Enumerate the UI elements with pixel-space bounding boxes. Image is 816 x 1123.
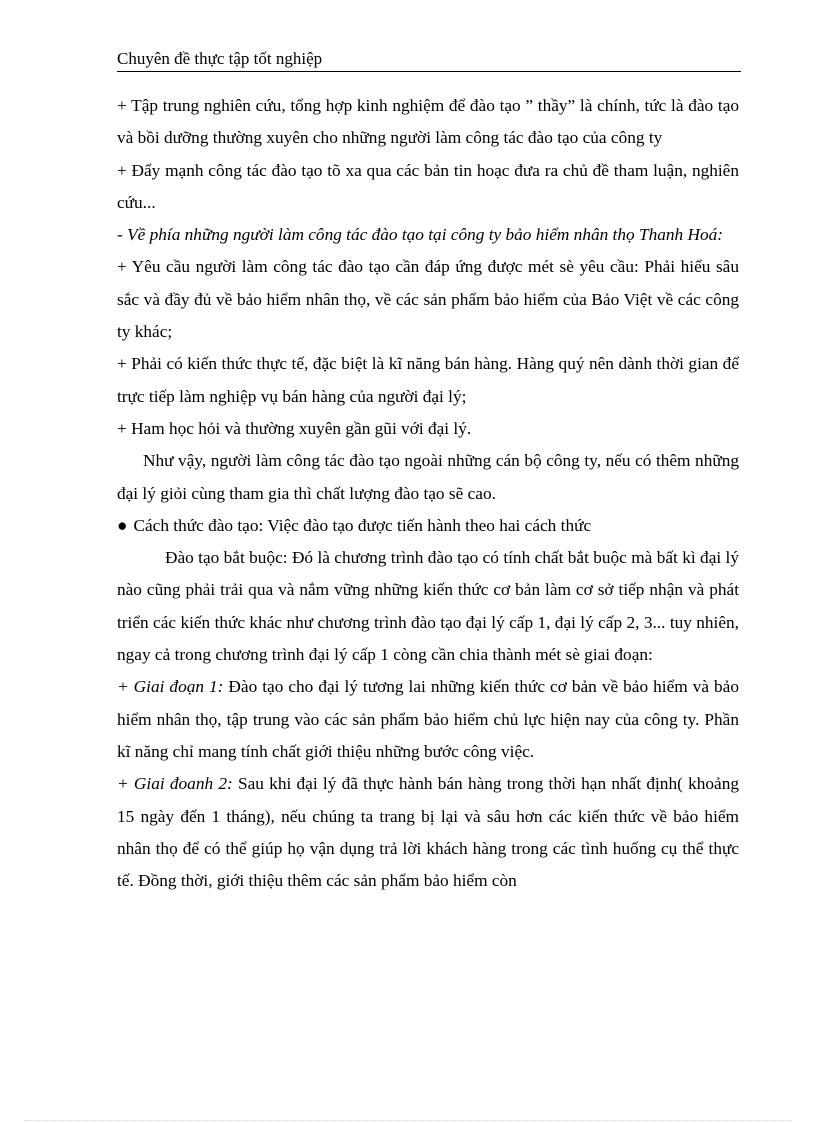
stage-2-text: Sau khi đại lý đã thực hành bán hàng trong thời hạn nhất định( khoảng 15 ngày đến 1 tháng), nếu chúng ta trang bị lại và sâu hơn các kiến thức về bảo hiểm nhân thọ để có thể giúp họ vận dụng trả lời khách hàng trong các tình huống cụ thể thực tế. Đồng thời, giới thiệu thêm các sản phẩm bảo hiểm còn	[117, 774, 739, 891]
stage-1-text: Đào tạo cho đại lý tương lai những kiến thức cơ bản về bảo hiểm và bảo hiểm nhân thọ, tập trung vào các sản phẩm bảo hiểm chủ lực hiện nay của công ty. Phần kĩ năng chỉ mang tính chất giới thiệu những bước công việc.	[117, 677, 739, 761]
paragraph-training-trainers: + Tập trung nghiên cứu, tổng hợp kinh nghiệm để đào tạo ” thầy” là chính, tức là đào tạo và bồi dưỡng thường xuyên cho những người làm công tác đào tạo của công ty	[117, 96, 739, 148]
paragraph-summary: Như vậy, người làm công tác đào tạo ngoài những cán bộ công ty, nếu có thêm những đại lý giỏi cùng tham gia thì chất lượng đào tạo sẽ cao.	[117, 451, 739, 503]
stage-1-label: + Giai đoạn 1:	[117, 677, 224, 697]
paragraph-trainer-section-heading: - Về phía những người làm công tác đào tạo tại công ty bảo hiểm nhân thọ Thanh Hoá:	[117, 225, 723, 245]
page-body	[117, 90, 739, 897]
paragraph-trainer-requirements: + Yêu cầu người làm công tác đào tạo cần đáp ứng được mét sè yêu cầu: Phải hiểu sâu sắc và đầy đủ về bảo hiểm nhân thọ, về các sản phẩm bảo hiểm của Bảo Việt về các công ty khác;	[117, 257, 739, 342]
stage-2-label: + Giai đoanh 2:	[117, 774, 233, 794]
paragraph-mandatory-training: Đào tạo bắt buộc: Đó là chương trình đào tạo có tính chất bắt buộc mà bất kì đại lý nào cũng phải trải qua và nắm vững những kiến thức cơ bản làm cơ sở tiếp nhận và phát triển các kiến thức khác như chương trình đào tạo đại lý cấp 1, đại lý cấp 2, 3... tuy nhiên, ngay cả trong chương trình đại lý cấp 1 còng cần chia thành mét sè giai đoạn:	[117, 548, 739, 665]
paragraph-stage-2	[117, 768, 739, 897]
paragraph-eager-learning: + Ham học hỏi và thường xuyên gần gũi với đại lý.	[117, 418, 472, 438]
paragraph-training-methods	[117, 510, 739, 542]
paragraph-stage-1	[117, 671, 739, 768]
paragraph-practical-knowledge: + Phải có kiến thức thực tế, đặc biệt là kĩ năng bán hàng. Hàng quý nên dành thời gian để trực tiếp làm nghiệp vụ bán hàng của người đại lý;	[117, 354, 739, 406]
training-methods-text: Cách thức đào tạo: Việc đào tạo được tiến hành theo hai cách thức	[133, 515, 592, 535]
page-header: Chuyên đề thực tập tốt nghiệp	[117, 48, 741, 72]
bullet-icon: ●	[117, 515, 128, 535]
page-bottom-divider	[24, 1120, 792, 1121]
paragraph-remote-training: + Đẩy mạnh công tác đào tạo tõ xa qua các bản tin hoạc đưa ra chủ đề tham luận, nghiên cứu...	[117, 160, 739, 212]
